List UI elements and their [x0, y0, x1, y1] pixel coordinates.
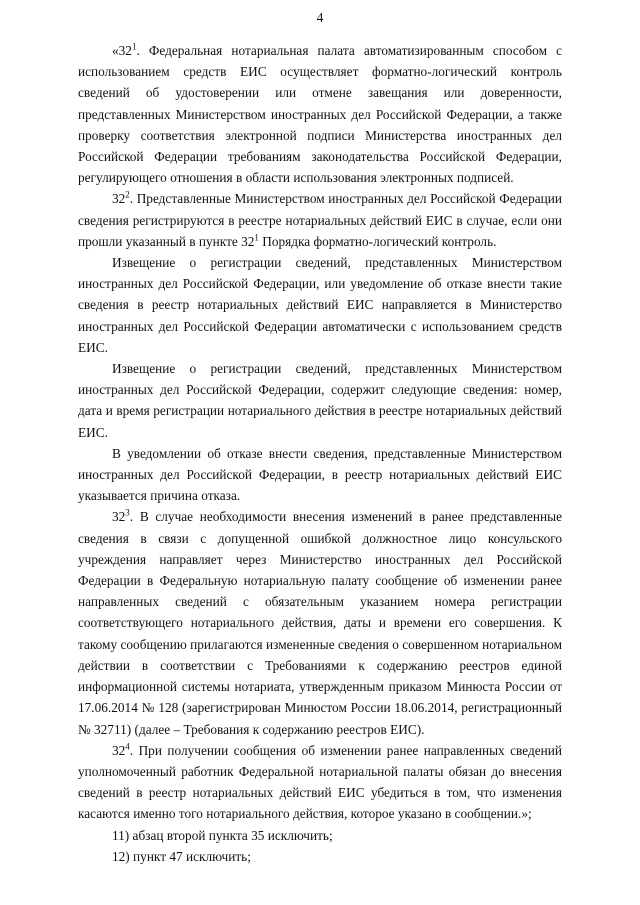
- paragraph-item-11: 11) абзац второй пункта 35 исключить;: [112, 827, 333, 843]
- superscript-3: 3: [125, 508, 130, 519]
- clause-number-32-1: «32: [112, 43, 132, 58]
- paragraph-32-3: [78, 506, 562, 739]
- paragraph-32-1-text: . Федеральная нотариальная палата автоматизированным способом с использованием средств ЕИС осуществляет форматно-логический контроль сведений об удостоверении или отмене завещания или доверенности, представленных Министерством иностранных дел Российской Федерации, а также проверку соответствия электронной подписи Министерства иностранных дел Российской Федерации требованиям законодательства Российской Федерации, регулирующего отношения в области использования электронных подписей.: [78, 43, 562, 186]
- paragraph-32-4: [78, 740, 562, 825]
- superscript-inline-1: 1: [254, 232, 259, 243]
- document-body: [78, 40, 562, 867]
- paragraph-32-3-text: . В случае необходимости внесения изменений в ранее представленные сведения в связи с допущенной ошибкой должностное лицо консульского учреждения направляет через Министерство иностранных дел Российской Федерации в Федеральную нотариальную палату сообщение об изменении ранее направленных сведений с обязательным указанием номера регистрации соответствующего нотариального действия, даты и времени его совершения. К такому сообщению прилагаются измененные сведения о совершенном нотариальном действии в соответствии с Требованиями к содержанию реестров единой информационной системы нотариата, утвержденным приказом Минюста России от 17.06.2014 № 128 (зарегистрирован Минюстом России 18.06.2014, регистрационный № 32711) (далее – Требования к содержанию реестров ЕИС).: [78, 509, 562, 737]
- paragraph-32-4-text: . При получении сообщения об изменении ранее направленных сведений уполномоченный работник Федеральной нотариальной палаты обязан до внесения сведений в реестр нотариальных действий ЕИС убедиться в том, что изменения касаются именно того нотариального действия, которое указано в сообщении.»;: [78, 742, 562, 822]
- paragraph-32-2-text-cont: Порядка форматно-логический контроль.: [258, 233, 497, 249]
- clause-number-32-4: 32: [112, 742, 126, 758]
- paragraph-32-1: [78, 40, 562, 188]
- superscript-2: 2: [125, 190, 130, 200]
- paragraph-32-2-text: . Представленные Министерством иностранных дел Российской Федерации сведения регистрируются в реестре нотариальных действий ЕИС в случае, если они прошли указанный в пункте 32: [78, 191, 562, 249]
- paragraph-izveschenie-1: Извещение о регистрации сведений, представленных Министерством иностранных дел Российской Федерации, или уведомление об отказе внести такие сведения в реестр нотариальных действий ЕИС направляется в Министерство иностранных дел Российской Федерации автоматически с использованием средств ЕИС.: [78, 255, 562, 355]
- clause-number-32-2: 32: [112, 191, 126, 207]
- paragraph-32-2: [78, 188, 562, 252]
- paragraph-uvedomlenie: В уведомлении об отказе внести сведения, представленные Министерством иностранных дел Российской Федерации, в реестр нотариальных действий ЕИС указывается причина отказа.: [78, 445, 562, 504]
- clause-number-32-3: 32: [112, 509, 126, 525]
- superscript-1: 1: [131, 41, 137, 52]
- paragraph-item-12: 12) пункт 47 исключить;: [112, 848, 251, 864]
- page-number: 4: [316, 10, 324, 25]
- paragraph-izveschenie-2: Извещение о регистрации сведений, представленных Министерством иностранных дел Российской Федерации, содержит следующие сведения: номер, дата и время регистрации нотариального действия в реестре нотариальных действий ЕИС.: [78, 361, 562, 440]
- superscript-4: 4: [125, 741, 130, 752]
